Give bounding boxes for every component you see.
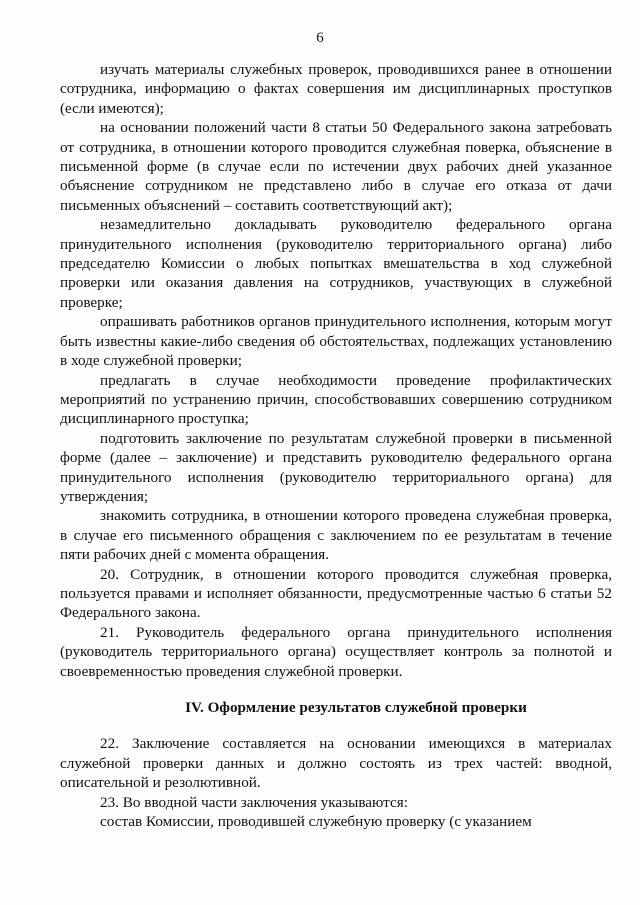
paragraph: знакомить сотрудника, в отношении которого проведена служебная проверка, в случае его письменного обращения с заключением по ее результатам в течение пяти рабочих дней с момента обращения. — [60, 507, 612, 564]
paragraph: опрашивать работников органов принудительного исполнения, которым могут быть известны какие-либо сведения об обстоятельствах, подлежащих установлению в ходе служебной проверки; — [60, 313, 612, 370]
paragraph: изучать материалы служебных проверок, проводившихся ранее в отношении сотрудника, информацию о фактах совершения им дисциплинарных проступков (если имеются); — [60, 61, 612, 117]
paragraph-item-21: 21. Руководитель федерального органа принудительного исполнения (руководитель территориального органа) осуществляет контроль за полнотой и своевременностью проведения служебной проверки. — [60, 623, 612, 680]
paragraph: на основании положений части 8 статьи 50 Федерального закона затребовать от сотрудника, в отношении которого проводится служебная поверка, объяснение в письменной форме (в случае если по истечении двух рабочих дней указанное объяснение сотрудником не представлено либо в случае его отказа от дачи письменных объяснений – составить соответствующий акт); — [60, 119, 612, 214]
paragraph-item-22: 22. Заключение составляется на основании имеющихся в материалах служебной проверки данных и должно состоять из трех частей: вводной, описательной и резолютивной. — [60, 735, 612, 792]
paragraph: предлагать в случае необходимости проведение профилактических мероприятий по устранению причин, способствовавших совершению сотрудником дисциплинарного проступка; — [60, 371, 612, 428]
paragraph: незамедлительно докладывать руководителю федерального органа принудительного исполнения (руководителю территориального органа) либо председателю Комиссии о любых попытках вмешательства в ход служебной проверки или оказания давления на сотрудников, участвующих в служебной проверке; — [60, 216, 612, 311]
page-number: 6 — [316, 30, 324, 46]
paragraph: состав Комиссии, проводившей служебную проверку (с указанием — [100, 813, 532, 831]
document-body — [60, 60, 612, 831]
paragraph-item-20: 20. Сотрудник, в отношении которого проводится служебная проверка, пользуется правами и исполняет обязанности, предусмотренные частью 6 статьи 52 Федерального закона. — [60, 565, 612, 622]
paragraph: подготовить заключение по результатам служебной проверки в письменной форме (далее – заключение) и представить руководителю федерального органа принудительного исполнения (руководителю территориального органа) для утверждения; — [60, 429, 612, 505]
section-heading: IV. Оформление результатов служебной проверки — [185, 699, 527, 716]
paragraph-item-23: 23. Во вводной части заключения указываются: — [100, 793, 408, 811]
